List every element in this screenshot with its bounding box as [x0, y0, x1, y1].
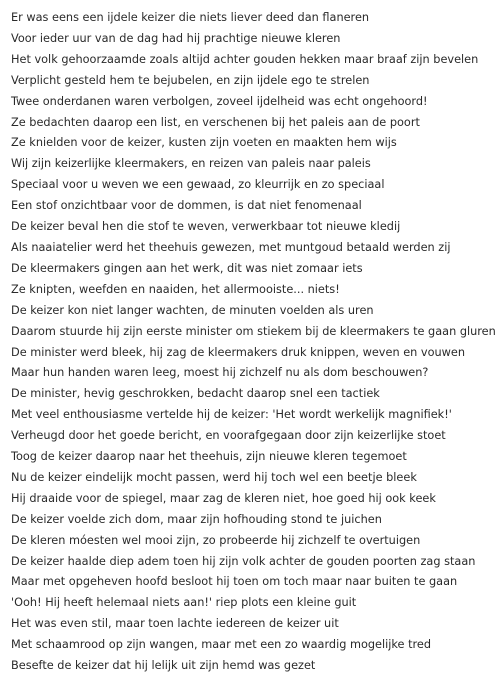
- poem-line: De keizer haalde diep adem toen hij zijn volk achter de gouden poorten zag staan: [11, 554, 476, 568]
- poem-line: Twee onderdanen waren verbolgen, zoveel ijdelheid was echt ongehoord!: [11, 94, 428, 108]
- poem-line: Maar met opgeheven hoofd besloot hij toen om toch maar naar buiten te gaan: [11, 575, 458, 589]
- poem-line: Besefte de keizer dat hij lelijk uit zijn hemd was gezet: [11, 659, 316, 673]
- poem-line: Ze knielden voor de keizer, kusten zijn voeten en maakten hem wijs: [11, 136, 397, 150]
- poem-line: Het was even stil, maar toen lachte iedereen de keizer uit: [11, 617, 339, 631]
- poem-line: Het volk gehoorzaamde zoals altijd achter gouden hekken maar braaf zijn bevelen: [11, 52, 479, 66]
- poem-line: Verplicht gesteld hem te bejubelen, en zijn ijdele ego te strelen: [11, 73, 370, 87]
- poem-line: De keizer voelde zich dom, maar zijn hofhouding stond te juichen: [11, 512, 382, 526]
- poem-line: Met veel enthousiasme vertelde hij de keizer: 'Het wordt werkelijk magnifiek!': [11, 408, 452, 422]
- poem-line: Als naaiatelier werd het theehuis gewezen, met muntgoud betaald werden zij: [11, 240, 451, 254]
- poem-line: De minister werd bleek, hij zag de kleermakers druk knippen, weven en vouwen: [11, 345, 465, 359]
- poem-line: Speciaal voor u weven we een gewaad, zo kleurrijk en zo speciaal: [11, 178, 385, 192]
- poem-line: De kleermakers gingen aan het werk, dit was niet zomaar iets: [11, 261, 363, 275]
- poem-line: Voor ieder uur van de dag had hij prachtige nieuwe kleren: [11, 31, 341, 45]
- poem-line: Nu de keizer eindelijk mocht passen, werd hij toch wel een beetje bleek: [11, 470, 417, 484]
- poem-line: 'Ooh! Hij heeft helemaal niets aan!' riep plots een kleine guit: [11, 596, 357, 610]
- poem-line: Daarom stuurde hij zijn eerste minister om stiekem bij de kleermakers te gaan gluren: [11, 324, 496, 338]
- poem-line: Met schaamrood op zijn wangen, maar met een zo waardig mogelijke tred: [11, 638, 432, 652]
- poem-line: De minister, hevig geschrokken, bedacht daarop snel een tactiek: [11, 387, 380, 401]
- poem-line: Hij draaide voor de spiegel, maar zag de kleren niet, hoe goed hij ook keek: [11, 491, 436, 505]
- poem-line: Maar hun handen waren leeg, moest hij zichzelf nu als dom beschouwen?: [11, 366, 429, 380]
- poem-line: Toog de keizer daarop naar het theehuis, zijn nieuwe kleren tegemoet: [11, 450, 407, 464]
- poem-line: De keizer beval hen die stof te weven, verwerkbaar tot nieuwe kledij: [11, 220, 401, 234]
- poem-line: Ze bedachten daarop een list, en verschenen bij het paleis aan de poort: [11, 115, 420, 129]
- poem-text: [11, 8, 496, 677]
- poem-line: Er was eens een ijdele keizer die niets liever deed dan flaneren: [11, 11, 370, 24]
- poem-line: Wij zijn keizerlijke kleermakers, en reizen van paleis naar paleis: [11, 157, 371, 171]
- poem-line: De kleren móesten wel mooi zijn, zo probeerde hij zichzelf te overtuigen: [11, 533, 421, 547]
- poem-line: Verheugd door het goede bericht, en voorafgegaan door zijn keizerlijke stoet: [11, 429, 446, 443]
- poem-line: Een stof onzichtbaar voor de dommen, is dat niet fenomenaal: [11, 199, 362, 213]
- poem-line: De keizer kon niet langer wachten, de minuten voelden als uren: [11, 303, 374, 317]
- poem-line: Ze knipten, weefden en naaiden, het allermooiste... niets!: [11, 282, 340, 296]
